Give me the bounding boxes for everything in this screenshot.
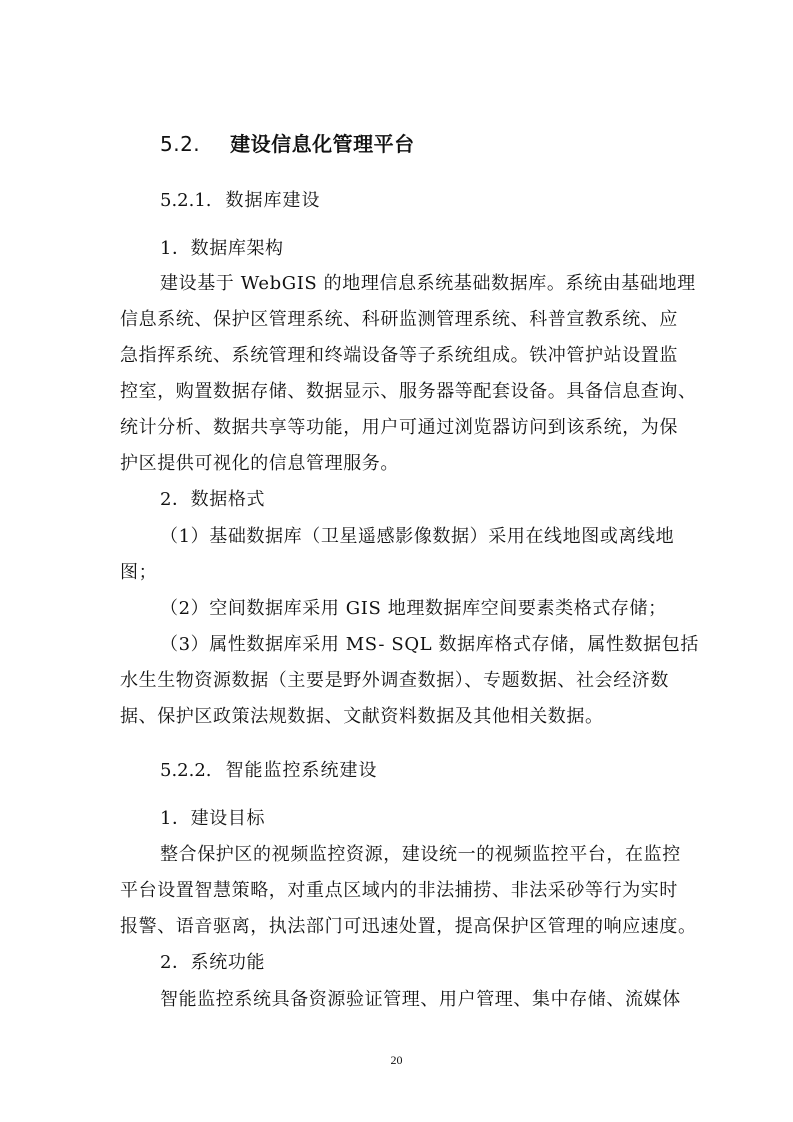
paragraph-line: 据、保护区政策法规数据、文献资料数据及其他相关数据。 bbox=[120, 706, 604, 727]
paragraph-line: （1）基础数据库（卫星遥感影像数据）采用在线地图或离线地 bbox=[160, 526, 675, 547]
paragraph-line: 图； bbox=[120, 562, 158, 583]
paragraph-line: 智能监控系统具备资源验证管理、用户管理、集中存储、流媒体 bbox=[160, 989, 681, 1010]
subsection-title: 数据库建设 bbox=[225, 190, 321, 211]
paragraph-line: 平台设置智慧策略，对重点区域内的非法捕捞、非法采砂等行为实时 bbox=[120, 880, 678, 901]
paragraph-line: 控室，购置数据存储、数据显示、服务器等配套设备。具备信息查询、 bbox=[120, 381, 697, 402]
section-number: 5.2. bbox=[160, 132, 201, 156]
paragraph-line: 信息系统、保护区管理系统、科研监测管理系统、科普宣教系统、应 bbox=[120, 309, 678, 330]
paragraph-line: 建设基于 WebGIS 的地理信息系统基础数据库。系统由基础地理 bbox=[160, 273, 696, 294]
list-heading: 2．系统功能 bbox=[160, 952, 266, 973]
paragraph-line: 急指挥系统、系统管理和终端设备等子系统组成。铁冲管护站设置监 bbox=[120, 345, 678, 366]
paragraph-line: （2）空间数据库采用 GIS 地理数据库空间要素类格式存储； bbox=[160, 598, 667, 619]
list-heading: 2．数据格式 bbox=[160, 489, 266, 510]
paragraph-line: （3）属性数据库采用 MS- SQL 数据库格式存储，属性数据包括 bbox=[160, 634, 699, 655]
paragraph-line: 统计分析、数据共享等功能，用户可通过浏览器访问到该系统，为保 bbox=[120, 417, 678, 438]
subsection-heading bbox=[160, 186, 321, 212]
section-title: 建设信息化管理平台 bbox=[230, 132, 415, 156]
section-heading bbox=[160, 128, 415, 157]
list-heading: 1．数据库架构 bbox=[160, 238, 284, 259]
paragraph-line: 整合保护区的视频监控资源，建设统一的视频监控平台，在监控 bbox=[160, 844, 681, 865]
subsection-number: 5.2.1. bbox=[160, 190, 212, 211]
paragraph-line: 水生生物资源数据（主要是野外调查数据）、专题数据、社会经济数 bbox=[120, 670, 669, 691]
subsection-number: 5.2.2. bbox=[160, 760, 212, 781]
list-heading: 1．建设目标 bbox=[160, 808, 266, 829]
subsection-heading bbox=[160, 756, 378, 782]
subsection-title: 智能监控系统建设 bbox=[225, 760, 378, 781]
page-number: 20 bbox=[390, 1053, 403, 1067]
paragraph-line: 报警、语音驱离，执法部门可迅速处置，提高保护区管理的响应速度。 bbox=[120, 916, 697, 937]
paragraph-line: 护区提供可视化的信息管理服务。 bbox=[120, 453, 399, 474]
